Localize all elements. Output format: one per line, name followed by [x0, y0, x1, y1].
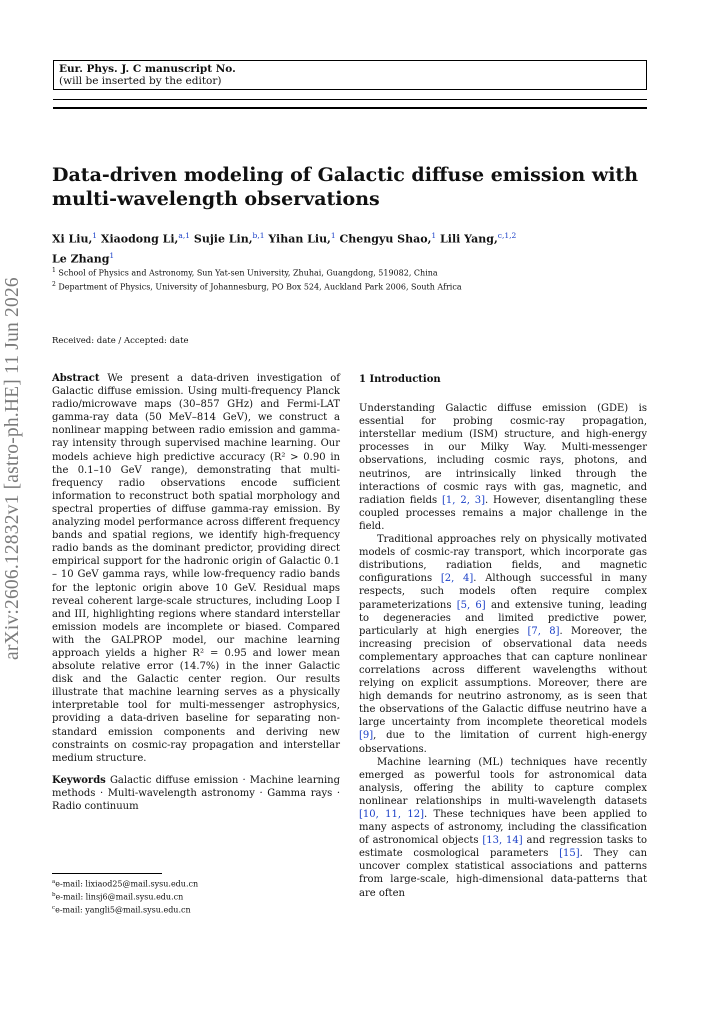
- header-rule-thin: [53, 99, 647, 100]
- received-accepted-dates: Received: date / Accepted: date: [52, 336, 189, 346]
- abstract-column: [52, 372, 340, 813]
- journal-note: (will be inserted by the editor): [59, 75, 222, 87]
- author-list: [52, 228, 522, 267]
- affiliation-text: School of Physics and Astronomy, Sun Yat-sen University, Zhuhai, Guangdong, 519082, China: [58, 268, 438, 278]
- author-affiliation-mark: 1: [330, 231, 336, 240]
- section-heading-introduction: 1 Introduction: [359, 374, 441, 385]
- footnote-email: [52, 877, 340, 890]
- footnote-mark: b: [52, 892, 56, 899]
- arxiv-identifier-watermark[interactable]: arXiv:2606.12832v1 [astro-ph.HE] 11 Jun 2026: [2, 277, 23, 660]
- paragraph-text: , due to the limitation of current high-energy observations.: [359, 730, 647, 755]
- header-rule-thick: [53, 107, 647, 109]
- introduction-column: [359, 372, 647, 900]
- paragraph-text: . They can uncover complex statistical associations and patterns from large-scale, high-dimensional data-patterns that are often: [359, 848, 648, 899]
- email-link[interactable]: e-mail: linsj6@mail.sysu.edu.cn: [55, 892, 184, 902]
- author-affiliation-mark: 1: [92, 231, 98, 240]
- footnote-email: [52, 903, 340, 916]
- affiliation-item: [52, 279, 652, 293]
- affiliation-number: 1: [52, 267, 56, 274]
- intro-paragraph-2: [359, 533, 647, 756]
- author-name: Xi Liu,: [52, 232, 93, 246]
- paragraph-text: and regression tasks to estimate cosmological parameters: [359, 835, 648, 860]
- citation-link[interactable]: [9]: [359, 730, 374, 742]
- footnote-rule: [52, 873, 162, 874]
- paragraph-text: . Moreover, the increasing precision of observational data needs complementary approaches that can capture nonlinear correlations across different wavelengths without relying on explicit assumptions. Moreover, there are high demands for neutrino astronomy, as is seen that the observations of the Galactic diffuse neutrino have a large uncertainty from incomplete theoretical models: [359, 625, 648, 729]
- keywords-text: Galactic diffuse emission · Machine learning methods · Multi-wavelength astronomy · Gamma rays · Radio continuum: [52, 774, 340, 812]
- author-affiliation-mark: c,1,2: [497, 231, 517, 240]
- author-name: Sujie Lin,: [193, 232, 253, 246]
- affiliation-number: 2: [52, 280, 56, 288]
- keywords: [52, 774, 340, 813]
- author-name: Le Zhang: [52, 252, 110, 266]
- author-affiliation-mark: a,1: [178, 231, 191, 240]
- citation-link[interactable]: [15]: [559, 848, 580, 860]
- footnote-mark: a: [52, 879, 56, 885]
- author-affiliation-mark: b,1: [252, 231, 265, 240]
- paragraph-text: . These techniques have been applied to many aspects of astronomy, including the classification of astronomical objects: [359, 809, 647, 847]
- intro-paragraph-3: [359, 756, 647, 900]
- citation-link[interactable]: [10, 11, 12]: [359, 809, 425, 820]
- email-link[interactable]: e-mail: lixiaod25@mail.sysu.edu.cn: [55, 879, 199, 889]
- abstract-heading: Abstract: [52, 373, 100, 384]
- author-name: Chengyu Shao,: [339, 232, 432, 246]
- footnote-mark: c: [52, 905, 56, 912]
- paragraph-text: Traditional approaches rely on physically motivated models of cosmic-ray transport, which incorporate gas distributions, radiation fields, and magnetic configurations: [359, 534, 647, 585]
- citation-link[interactable]: [2, 4]: [440, 573, 474, 585]
- affiliation-text: Department of Physics, University of Johannesburg, PO Box 524, Auckland Park 2006, South Africa: [58, 282, 462, 292]
- author-affiliation-mark: 1: [109, 250, 115, 260]
- affiliation-list: [52, 265, 652, 292]
- affiliation-item: [52, 265, 652, 279]
- citation-link[interactable]: [5, 6]: [456, 599, 486, 611]
- paragraph-text: and extensive tuning, leading to degeneracies and limited predictive power, particularly at high energies: [359, 599, 647, 637]
- citation-link[interactable]: [1, 2, 3]: [442, 494, 485, 506]
- author-name: Lili Yang,: [440, 232, 498, 246]
- author-affiliation-mark: 1: [431, 231, 437, 240]
- keywords-heading: Keywords: [52, 774, 106, 786]
- paragraph-text: Understanding Galactic diffuse emission (GDE) is essential for probing cosmic-ray propagation, interstellar medium (ISM) structure, and high-energy processes in our Milky Way. Multi-messenger observations, including cosmic rays, photons, and neutrinos, are intrinsically linked through the interactions of cosmic rays with gas, magnetic, and radiation fields: [359, 403, 647, 506]
- abstract-text: We present a data-driven investigation of Galactic diffuse emission. Using multi-frequency Planck radio/microwave maps (30–857 GHz) and Fermi-LAT gamma-ray data (50 MeV–814 GeV), we construct a nonlinear mapping between radio emission and gamma-ray intensity through supervised machine learning. Our models achieve high predictive accuracy (R² > 0.90 in the 0.1–10 GeV range), demonstrating that multi-frequency radio observations encode sufficient information to reconstruct both spatial morphology and spectral properties of diffuse gamma-ray emission. By analyzing model performance across different frequency bands and spatial regions, we identify high-frequency radio bands as the dominant predictor, providing direct empirical support for the hadronic origin of Galactic 0.1 – 10 GeV gamma rays, while low-frequency radio bands for the leptonic origin above 10 GeV. Residual maps reveal coherent large-scale structures, including Loop I and III, highlighting regions where standard interstellar emission models are incomplete or biased. Compared with the GALPROP model, our machine learning approach yields a higher R² = 0.95 and lower mean absolute relative error (14.7%) in the inner Galactic disk and the Galactic center region. Our results illustrate that machine learning serves as a physically interpretable tool for multi-messenger astrophysics, providing a data-driven baseline for separating non-standard emission components and deriving new constraints on cosmic-ray propagation and interstellar medium structure.: [52, 373, 340, 764]
- footnotes: [52, 873, 340, 916]
- citation-link[interactable]: [7, 8]: [527, 625, 560, 637]
- citation-link[interactable]: [13, 14]: [482, 835, 523, 847]
- author-name: Yihan Liu,: [268, 232, 331, 246]
- intro-paragraph-1: [359, 402, 647, 533]
- paragraph-text: . Although successful in many respects, such models often require complex parameterizations: [359, 573, 648, 611]
- email-link[interactable]: e-mail: yangli5@mail.sysu.edu.cn: [55, 905, 191, 915]
- paper-title: Data-driven modeling of Galactic diffuse emission with multi-wavelength observations: [52, 164, 639, 210]
- journal-header-box: [53, 60, 647, 90]
- author-name: Xiaodong Li,: [100, 232, 179, 246]
- paragraph-text: . However, disentangling these coupled processes remains a major challenge in the field.: [359, 494, 647, 532]
- footnote-email: [52, 890, 340, 903]
- paragraph-text: Machine learning (ML) techniques have recently emerged as powerful tools for astronomical data analysis, offering the ability to capture complex nonlinear relationships in multi-wavelength datasets: [359, 756, 647, 807]
- journal-name: Eur. Phys. J. C manuscript No.: [59, 63, 236, 75]
- abstract: [52, 372, 340, 765]
